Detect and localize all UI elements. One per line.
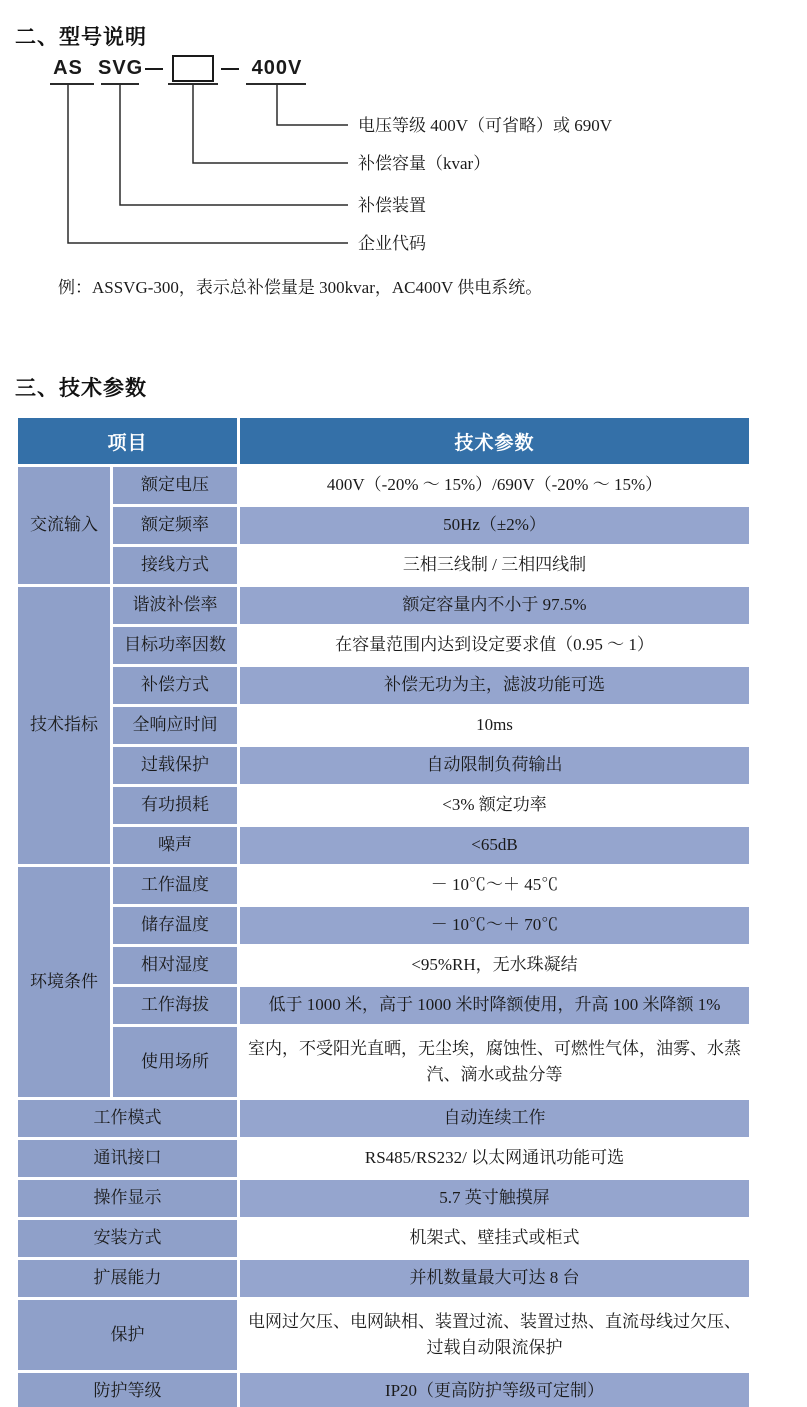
param-label-cell: 通讯接口 bbox=[18, 1140, 237, 1177]
param-label-cell: 接线方式 bbox=[113, 547, 237, 584]
diagram-label-voltage: 电压等级 400V（可省略）或 690V bbox=[358, 116, 613, 135]
table-row bbox=[18, 1260, 749, 1297]
param-label-cell: 储存温度 bbox=[113, 907, 237, 944]
table-row bbox=[18, 467, 749, 504]
col-header-item: 项目 bbox=[18, 418, 237, 464]
model-example-text: 例：ASSVG-300，表示总补偿量是 300kvar，AC400V 供电系统。 bbox=[58, 278, 543, 297]
param-value-cell: IP20（更高防护等级可定制） bbox=[240, 1373, 749, 1407]
param-value-cell: 400V（-20% ～ 15%）/690V（-20% ～ 15%） bbox=[326, 475, 663, 495]
section-title-specs: 三、技术参数 bbox=[15, 377, 147, 400]
table-row bbox=[18, 507, 749, 544]
table-row bbox=[18, 787, 749, 824]
connector-line bbox=[120, 84, 348, 205]
group-cell: 技术指标 bbox=[18, 587, 110, 864]
param-value-cell: 自动限制负荷输出 bbox=[240, 747, 749, 784]
param-label-cell: 工作模式 bbox=[18, 1100, 237, 1137]
param-value-cell: 机架式、壁挂式或柜式 bbox=[409, 1228, 580, 1248]
param-label-cell: 扩展能力 bbox=[18, 1260, 237, 1297]
param-value-cell: <95%RH，无水珠凝结 bbox=[411, 955, 578, 975]
table-row bbox=[18, 1180, 749, 1217]
table-row bbox=[18, 627, 749, 664]
param-value-cell: － 10℃～＋ 70℃ bbox=[240, 907, 749, 944]
table-row bbox=[18, 1373, 749, 1407]
param-label-cell: 工作海拔 bbox=[113, 987, 237, 1024]
table-row bbox=[18, 907, 749, 944]
model-code-box bbox=[173, 56, 213, 81]
table-row bbox=[18, 547, 749, 584]
table-row bbox=[18, 1027, 749, 1097]
param-label-cell: 额定频率 bbox=[113, 507, 237, 544]
table-row bbox=[18, 947, 749, 984]
table-row bbox=[18, 1100, 749, 1137]
table-row bbox=[18, 1220, 749, 1257]
param-value-cell: <3% 额定功率 bbox=[442, 795, 547, 815]
table-row bbox=[18, 587, 749, 624]
param-value-cell: － 10℃～＋ 45℃ bbox=[430, 875, 559, 895]
table-row bbox=[18, 987, 749, 1024]
param-value-cell: 在容量范围内达到设定要求值（0.95 ～ 1） bbox=[335, 635, 654, 655]
param-value-cell: 自动连续工作 bbox=[240, 1100, 749, 1137]
col-header-params: 技术参数 bbox=[240, 418, 749, 464]
section-title-model: 二、型号说明 bbox=[15, 26, 147, 49]
table-row bbox=[18, 707, 749, 744]
table-header-row bbox=[18, 418, 749, 464]
param-label-cell: 操作显示 bbox=[18, 1180, 237, 1217]
table-row bbox=[18, 747, 749, 784]
table-row bbox=[18, 1300, 749, 1370]
param-value-cell: 低于 1000 米，高于 1000 米时降额使用，升高 100 米降额 1% bbox=[240, 987, 749, 1024]
param-value-cell: 室内，不受阳光直晒，无尘埃，腐蚀性、可燃性气体，油雾、水蒸汽、滴水或盐分等 bbox=[248, 1038, 741, 1084]
table-row bbox=[18, 827, 749, 864]
param-value-cell: <65dB bbox=[240, 827, 749, 864]
param-label-cell: 工作温度 bbox=[113, 867, 237, 904]
param-label-cell: 安装方式 bbox=[18, 1220, 237, 1257]
diagram-label-capacity: 补偿容量（kvar） bbox=[358, 154, 491, 173]
param-label-cell: 全响应时间 bbox=[113, 707, 237, 744]
param-value-cell: 50Hz（±2%） bbox=[240, 507, 749, 544]
table-row bbox=[18, 867, 749, 904]
param-label-cell: 过载保护 bbox=[113, 747, 237, 784]
model-code-company: AS bbox=[53, 57, 83, 79]
param-label-cell: 额定电压 bbox=[113, 467, 237, 504]
model-code-device: SVG bbox=[98, 57, 144, 79]
diagram-label-company: 企业代码 bbox=[358, 234, 426, 253]
param-label-cell: 目标功率因数 bbox=[113, 627, 237, 664]
param-label-cell: 谐波补偿率 bbox=[113, 587, 237, 624]
param-value-cell: 电网过欠压、电网缺相、装置过流、装置过热、直流母线过欠压、过载自动限流保护 bbox=[248, 1311, 741, 1357]
connector-line bbox=[193, 84, 348, 163]
param-value-cell: 补偿无功为主，滤波功能可选 bbox=[240, 667, 749, 704]
model-code-voltage: 400V bbox=[251, 57, 303, 79]
spec-table-body bbox=[18, 467, 749, 1407]
diagram-label-device: 补偿装置 bbox=[358, 196, 426, 215]
param-value-cell: RS485/RS232/ 以太网通讯功能可选 bbox=[364, 1148, 625, 1168]
spec-table bbox=[15, 415, 752, 1407]
table-row bbox=[18, 1140, 749, 1177]
param-label-cell: 保护 bbox=[18, 1300, 237, 1370]
param-value-cell: 5.7 英寸触摸屏 bbox=[240, 1180, 749, 1217]
group-cell: 环境条件 bbox=[18, 867, 110, 1097]
param-value-cell: 并机数量最大可达 8 台 bbox=[240, 1260, 749, 1297]
param-label-cell: 补偿方式 bbox=[113, 667, 237, 704]
table-row bbox=[18, 667, 749, 704]
param-value-cell: 额定容量内不小于 97.5% bbox=[240, 587, 749, 624]
param-label-cell: 有功损耗 bbox=[113, 787, 237, 824]
param-label-cell: 使用场所 bbox=[113, 1027, 237, 1097]
group-cell: 交流输入 bbox=[18, 467, 110, 584]
param-value-cell: 10ms bbox=[476, 715, 513, 735]
param-label-cell: 相对湿度 bbox=[113, 947, 237, 984]
param-label-cell: 噪声 bbox=[113, 827, 237, 864]
param-label-cell: 防护等级 bbox=[18, 1373, 237, 1407]
param-value-cell: 三相三线制 / 三相四线制 bbox=[402, 555, 587, 575]
connector-line bbox=[277, 84, 348, 125]
